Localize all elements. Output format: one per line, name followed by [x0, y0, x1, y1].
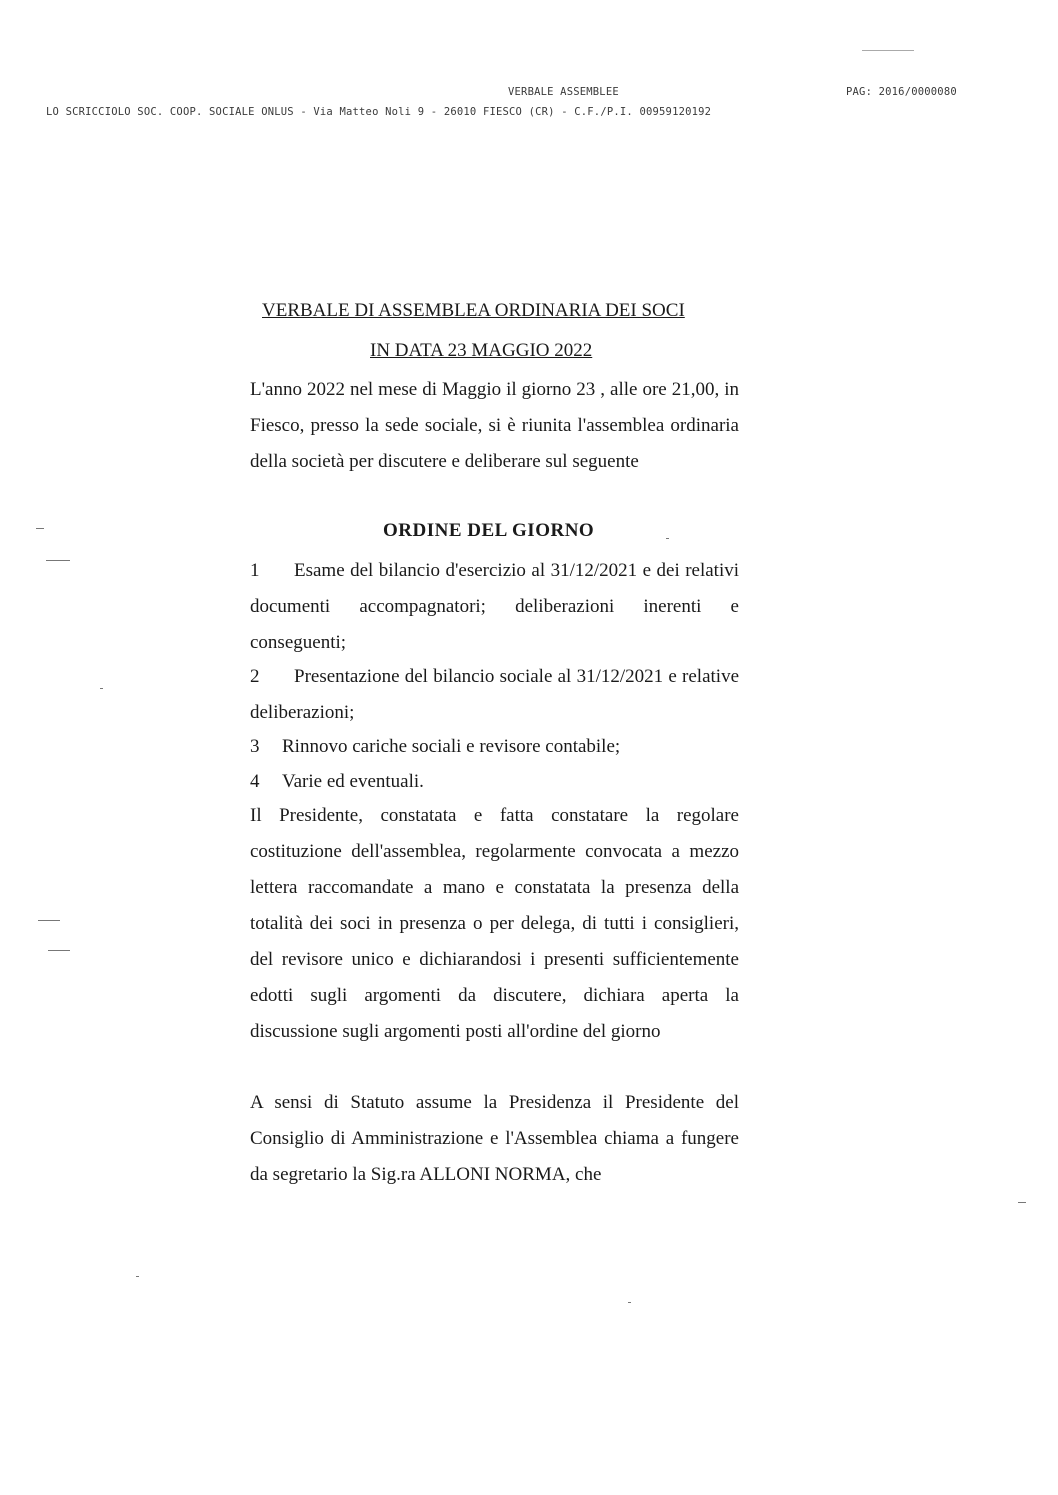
- scan-mark: [862, 50, 914, 51]
- header-company-line: LO SCRICCIOLO SOC. COOP. SOCIALE ONLUS - Via Matteo Noli 9 - 26010 FIESCO (CR) - C.F./P.I. 00959120192: [46, 106, 712, 118]
- scan-mark: [46, 560, 70, 561]
- agenda-item-label: Presentazione del bilancio sociale al 31/12/2021 e relative deliberazioni;: [250, 666, 739, 723]
- scan-mark: [48, 950, 70, 951]
- header-page-ref: PAG: 2016/0000080: [846, 86, 957, 98]
- document-title: VERBALE DI ASSEMBLEA ORDINARIA DEI SOCI: [262, 300, 685, 321]
- president-text: Il Presidente, constatata e fatta constatare la regolare costituzione dell'assemblea, regolarmente convocata a mezzo lettera raccomandate a mano e constatata la presenza della totalità dei soci in presenza o per delega, di tutti i consiglieri, del revisore unico e dichiarandosi i presenti sufficientemente edotti sugli argomenti da discutere, dichiara aperta la discussione sugli argomenti posti all'ordine del giorno: [250, 805, 739, 1042]
- agenda-item-label: Rinnovo cariche sociali e revisore contabile;: [282, 736, 621, 757]
- agenda-item: [250, 553, 739, 661]
- agenda-item-number: 2: [250, 666, 260, 687]
- agenda-item-text: [250, 553, 739, 661]
- agenda-item-text: [250, 659, 739, 731]
- agenda-item-text: [250, 764, 739, 800]
- document-date: IN DATA 23 MAGGIO 2022: [370, 340, 593, 361]
- scan-mark: [628, 1302, 631, 1303]
- agenda-item: [250, 764, 739, 800]
- agenda-heading: ORDINE DEL GIORNO: [383, 520, 595, 541]
- scan-mark: [38, 920, 60, 921]
- agenda-item-label: Esame del bilancio d'esercizio al 31/12/2021 e dei relativi documenti accompagnatori; deliberazioni inerenti e conseguenti;: [250, 560, 739, 653]
- agenda-item-number: 3: [250, 736, 260, 757]
- scan-mark: [136, 1276, 139, 1277]
- agenda-item-label: Varie ed eventuali.: [282, 771, 424, 792]
- scan-mark: [666, 538, 669, 539]
- agenda-item-text: [250, 729, 739, 765]
- header-title: VERBALE ASSEMBLEE: [508, 86, 619, 98]
- scan-mark: [1018, 1202, 1026, 1203]
- agenda-item: [250, 729, 739, 765]
- scan-mark: [36, 528, 44, 529]
- agenda-item: [250, 659, 739, 731]
- secretary-paragraph: [250, 1085, 739, 1193]
- president-paragraph: [250, 798, 739, 1050]
- agenda-item-number: 1: [250, 560, 260, 581]
- scan-mark: [100, 688, 103, 689]
- intro-text: L'anno 2022 nel mese di Maggio il giorno 23 , alle ore 21,00, in Fiesco, presso la sede sociale, si è riunita l'assemblea ordinaria della società per discutere e deliberare sul seguente: [250, 379, 739, 472]
- intro-paragraph: [250, 372, 739, 480]
- agenda-item-number: 4: [250, 771, 260, 792]
- secretary-text: A sensi di Statuto assume la Presidenza il Presidente del Consiglio di Amministrazione e l'Assemblea chiama a fungere da segretario la Sig.ra ALLONI NORMA, che: [250, 1092, 739, 1185]
